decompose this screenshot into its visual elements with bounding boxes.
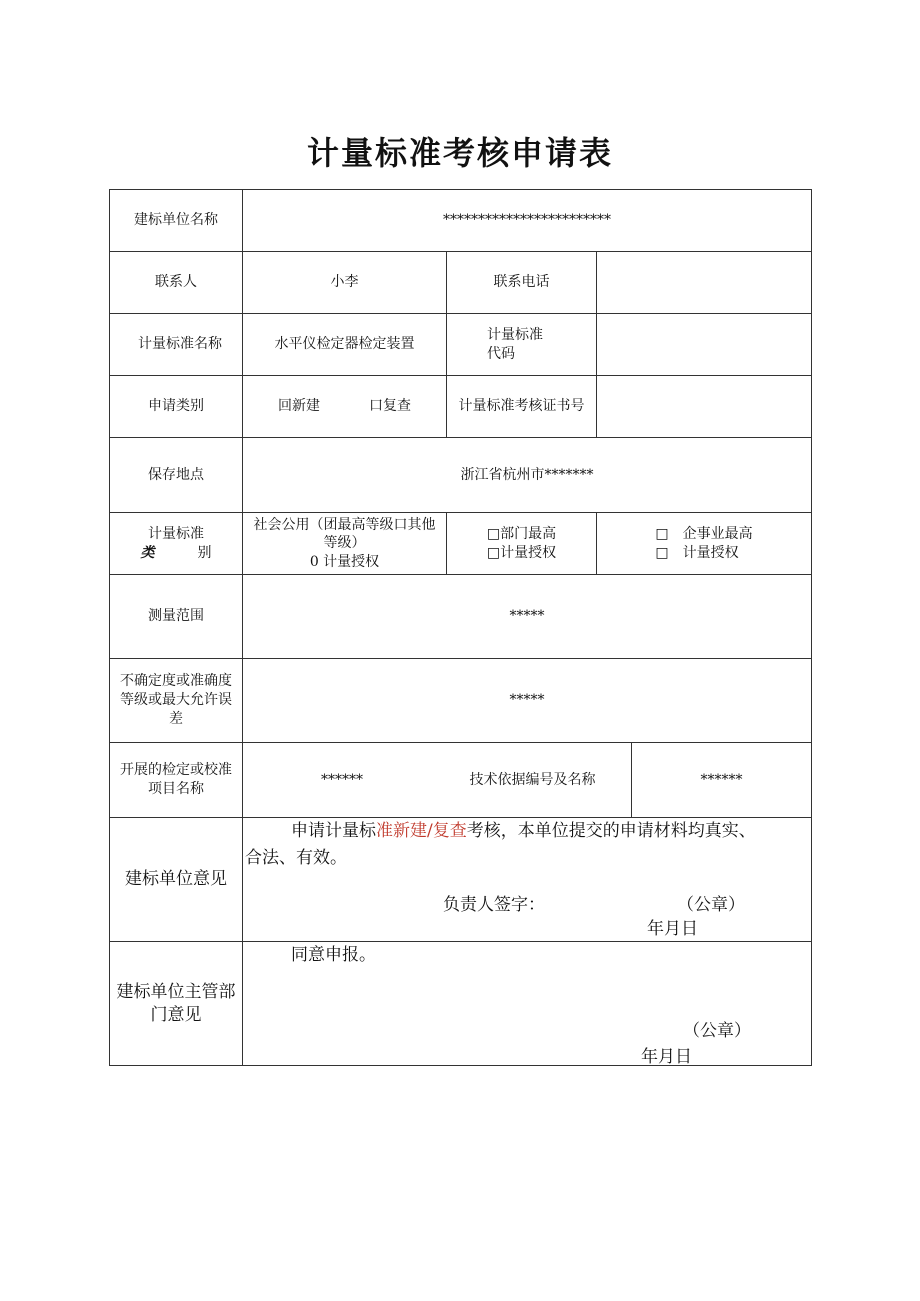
range-value[interactable]: *****: [243, 575, 812, 659]
apply-type-label: 申请类别: [110, 376, 243, 438]
phone-label: 联系电话: [447, 252, 597, 314]
row-unit-name: [110, 190, 812, 252]
phone-value[interactable]: [597, 252, 812, 314]
social-public-option[interactable]: 社会公用（团最高等级口其他: [253, 517, 436, 534]
responsible-signature-label: 负责人签字：: [443, 895, 545, 915]
location-label: 保存地点: [110, 438, 243, 513]
items-label-line2: 项目名称: [148, 781, 204, 797]
uncertainty-label-line3: 差: [169, 710, 183, 727]
category-label: [110, 513, 243, 575]
cert-number-label: 计量标准考核证书号: [447, 376, 597, 438]
row-category: [110, 513, 812, 575]
location-value[interactable]: 浙江省杭州市*******: [243, 438, 812, 513]
unit-opinion-text-line1: 申请计量标准新建/复查考核，本单位提交的申请材料均真实、: [291, 821, 756, 841]
social-authorized-option[interactable]: 0 计量授权: [309, 553, 380, 570]
contact-value[interactable]: 小李: [243, 252, 447, 314]
dept-highest-option[interactable]: □部门最高: [486, 525, 557, 542]
standard-name-label: 计量标准名称: [110, 314, 243, 376]
row-contact: [110, 252, 812, 314]
page-title: 计量标准考核申请表: [306, 134, 613, 172]
row-range: [110, 575, 812, 659]
dept-seal-label: （公章）: [683, 1021, 751, 1041]
cert-number-value[interactable]: [597, 376, 812, 438]
row-unit-opinion: [110, 818, 812, 942]
row-items: [110, 743, 812, 818]
unit-opinion-cell[interactable]: [243, 818, 812, 942]
row-uncertainty: [110, 659, 812, 743]
items-label-line1: 开展的检定或校准: [120, 762, 232, 779]
category-dept-options: [447, 513, 597, 575]
dept-opinion-label-line2: 门意见: [150, 1004, 202, 1025]
dept-date-label: 年月日: [641, 1047, 692, 1066]
dept-opinion-cell[interactable]: [243, 942, 812, 1066]
category-label-char1: 类: [140, 544, 155, 561]
standard-name-value[interactable]: 水平仪检定器检定装置: [243, 314, 447, 376]
dept-opinion-label: [110, 942, 243, 1066]
unit-opinion-label: 建标单位意见: [110, 818, 243, 942]
contact-label: 联系人: [110, 252, 243, 314]
enterprise-highest-option[interactable]: □ 企事业最高: [655, 525, 753, 542]
category-enterprise-options: [597, 513, 812, 575]
standard-code-value[interactable]: [597, 314, 812, 376]
unit-seal-label: （公章）: [677, 895, 745, 915]
standard-code-label: [447, 314, 597, 376]
uncertainty-label: [110, 659, 243, 743]
standard-code-label-line1: 计量标准: [487, 326, 543, 343]
dept-authorized-option[interactable]: □计量授权: [486, 544, 557, 561]
unit-name-value[interactable]: ************************: [243, 190, 812, 252]
uncertainty-label-line2: 等级或最大允许误: [120, 692, 232, 709]
uncertainty-value[interactable]: *****: [243, 659, 812, 743]
category-label-char2: 别: [197, 544, 212, 561]
unit-date-label: 年月日: [647, 919, 698, 939]
unit-opinion-highlight: 准新建/复查: [376, 821, 467, 841]
apply-type-options: [243, 376, 447, 438]
unit-opinion-text-line2: 合法、有效。: [245, 848, 347, 868]
enterprise-authorized-option[interactable]: □ 计量授权: [655, 544, 739, 561]
range-label: 测量范围: [110, 575, 243, 659]
category-social-options: [243, 513, 447, 575]
basis-value[interactable]: ******: [632, 743, 812, 818]
social-public-option-cont: 等级）: [323, 535, 366, 552]
row-location: [110, 438, 812, 513]
items-value[interactable]: ******: [321, 771, 363, 788]
items-cell: [243, 743, 632, 818]
row-apply-type: [110, 376, 812, 438]
category-label-line1: 计量标准: [148, 525, 204, 542]
basis-label: 技术依据编号及名称: [469, 771, 596, 788]
dept-opinion-label-line1: 建标单位主管部: [116, 981, 236, 1002]
row-dept-opinion: [110, 942, 812, 1066]
items-label: [110, 743, 243, 818]
option-new-checkbox[interactable]: 回新建: [278, 398, 321, 415]
option-review-checkbox[interactable]: 口复查: [368, 398, 411, 415]
application-form-table: [109, 189, 812, 1066]
uncertainty-label-line1: 不确定度或准确度: [120, 673, 232, 690]
dept-opinion-text: 同意申报。: [291, 945, 376, 965]
standard-code-label-line2: 代码: [487, 345, 515, 362]
unit-name-label: 建标单位名称: [110, 190, 243, 252]
row-standard-name: [110, 314, 812, 376]
